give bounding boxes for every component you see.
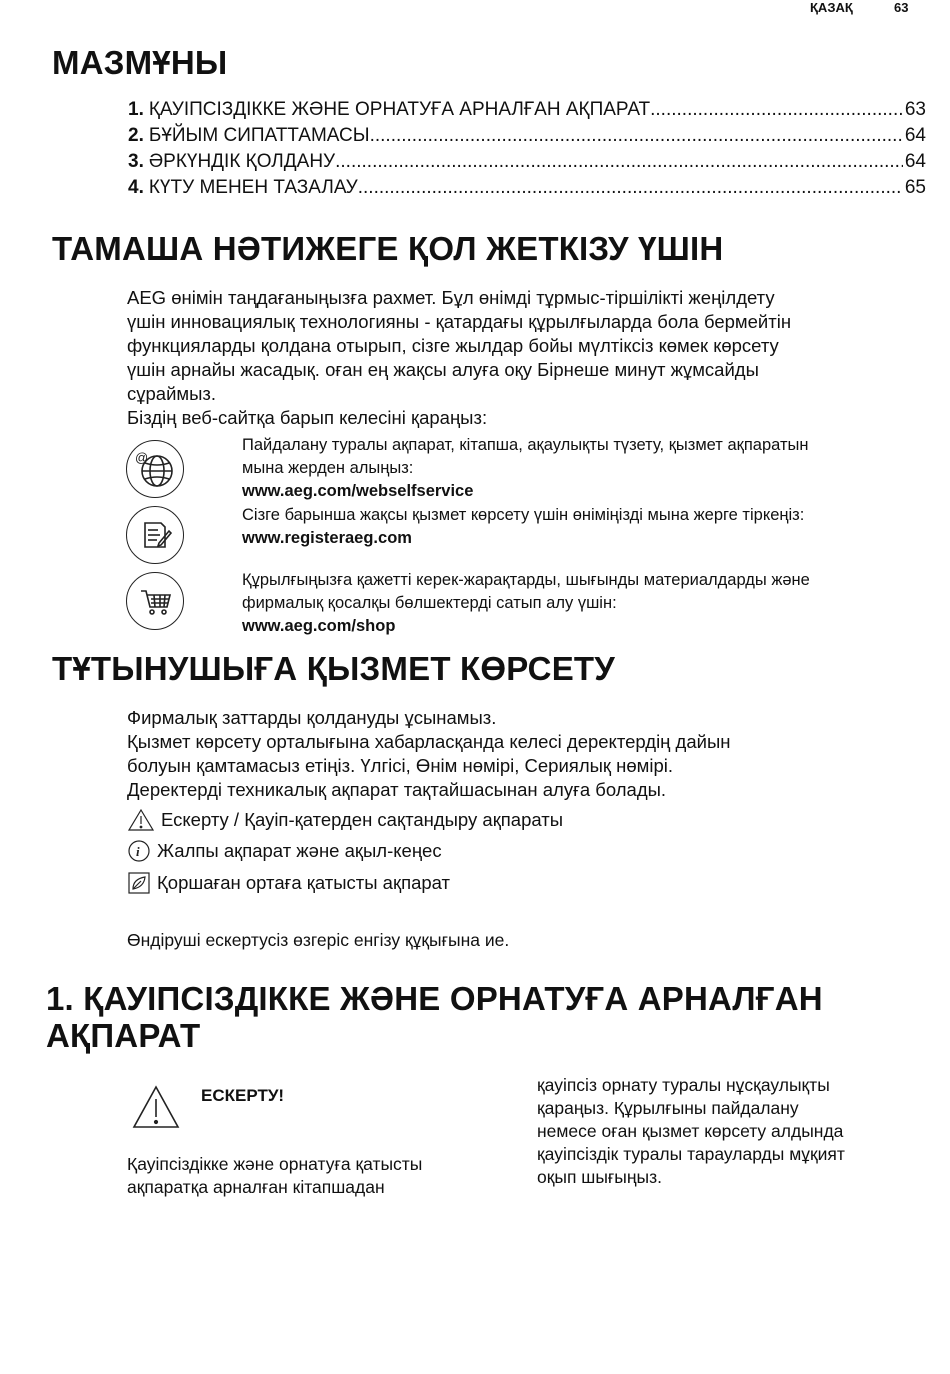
visit-text: Біздің веб-сайтқа барып келесіні қараңыз: [127,407,488,428]
toc-leader-dots [358,177,903,199]
intro-line: үшін арнайы жасадық. оған ең жақсы алуға оқу Бірнеше минут жұмсайды [127,359,759,380]
section1-title-line: 1. ҚАУІПСІЗДІККЕ ЖӘНЕ ОРНАТУҒА АРНАЛҒАН [46,980,823,1017]
disclaimer: Өндіруші ескертусіз өзгеріс енгізу құқығына ие. [127,930,510,950]
webselfservice-link[interactable]: www.aeg.com/webselfservice [242,482,474,500]
toc-item[interactable] [128,177,926,199]
toc-item-page: 65 [904,177,926,198]
toc-item-label: ҚАУІПСІЗДІККЕ ЖӘНЕ ОРНАТУҒА АРНАЛҒАН АҚПАРАТ [148,99,651,120]
section1-right-line: немесе оған қызмет көрсету алдында [537,1121,844,1141]
section1-left-text [127,1153,517,1199]
intro-line: функцияларды қолдана отырып, сізге жылдар бойы мүлтіксіз көмек көрсету [127,335,779,356]
intro-paragraph [127,286,927,430]
toc-item-number: 3. [128,151,144,172]
register-block [242,504,932,550]
shop-block [242,569,932,638]
toc-item-page: 64 [904,151,926,172]
link-description: Сізге барынша жақсы қызмет көрсету үшін өніміңізді мына жерге тіркеңіз: [242,506,805,524]
section1-title-line: АҚПАРАТ [46,1017,201,1054]
toc-leader-dots [335,151,903,173]
section1-right-line: оқып шығыңыз. [537,1167,663,1187]
web-globe-icon [126,440,184,498]
toc-item-label: КҮТУ МЕНЕН ТАЗАЛАУ [148,177,358,198]
register-document-icon [126,506,184,564]
header-language: ҚАЗАҚ [810,0,853,15]
customer-service-title: ТҰТЫНУШЫҒА ҚЫЗМЕТ КӨРСЕТУ [52,650,615,687]
service-line: Деректерді техникалық ақпарат тақтайшасынан алуға болады. [127,779,667,800]
intro-line: AEG өнімін таңдағаныңызға рахмет. Бұл өнімді тұрмыс-тіршілікті жеңілдету [127,287,775,308]
legend-text: Жалпы ақпарат және ақыл-кеңес [157,840,442,861]
header-page-number: 63 [894,0,909,15]
toc-item-label: БҰЙЫМ СИПАТТАМАСЫ [148,125,370,146]
link-description: Пайдалану туралы ақпарат, кітапша, ақаулықты түзету, қызмет ақпаратын [242,436,809,454]
toc-title: МАЗМҰНЫ [52,44,228,81]
toc-leader-dots [650,99,903,121]
link-description: фирмалық қосалқы бөлшектерді сатып алу үшін: [242,594,617,612]
webselfservice-block [242,434,932,503]
toc-item-label: ӘРКҮНДІК ҚОЛДАНУ [148,151,336,172]
shop-link[interactable]: www.aeg.com/shop [242,617,396,635]
link-description: Құрылғыңызға қажетті керек-жарақтарды, шығынды материалдарды және [242,571,810,589]
service-line: Фирмалық заттарды қолдануды ұсынамыз. [127,707,497,728]
section1-right-line: қауіпсіздік туралы тарауларды мұқият [537,1144,845,1164]
toc-item-number: 1. [128,99,144,120]
toc-item[interactable] [128,125,926,147]
legend-text: Ескерту / Қауіп-қатерден сақтандыру ақпараты [161,809,564,830]
best-results-title: ТАМАША НӘТИЖЕГЕ ҚОЛ ЖЕТКІЗУ ҮШІН [52,230,724,267]
section1-left-line: ақпаратқа арналған кітапшадан [127,1177,385,1197]
service-line: болуын қамтамасыз етіңіз. Үлгісі, Өнім нөмірі, Сериялық нөмірі. [127,755,674,776]
legend-environment [127,870,450,896]
intro-line: үшін инновациялық технологияны - қатардағы құрылғыларда бола бермейтін [127,311,792,332]
legend-text: Қоршаған ортаға қатысты ақпарат [157,872,451,893]
service-line: Қызмет көрсету орталығына хабарласқанда келесі деректердің дайын [127,731,731,752]
shopping-cart-icon [126,572,184,630]
intro-line: сұраймыз. [127,383,217,404]
legend-warning [127,807,563,833]
svg-text:i: i [136,844,140,859]
info-icon [127,839,151,863]
section1-right-line: қараңыз. Құрылғыны пайдалану [537,1098,799,1118]
legend-info [127,838,442,864]
svg-text:@: @ [135,450,149,465]
warning-label: ЕСКЕРТУ! [201,1086,285,1105]
toc-item-page: 64 [904,125,926,146]
toc-item[interactable] [128,151,926,173]
section1-right-line: қауіпсіз орнату туралы нұсқаулықты [537,1075,830,1095]
toc-item-number: 4. [128,177,144,198]
section1-title [46,980,823,1054]
environment-leaf-icon [127,871,151,895]
warning-triangle-icon [131,1084,181,1130]
toc-leader-dots [370,125,903,147]
link-description: мына жерден алыңыз: [242,459,414,477]
toc-item[interactable] [128,99,926,121]
section1-left-line: Қауіпсіздікке және орнатуға қатысты [127,1154,423,1174]
customer-service-paragraph [127,706,927,802]
toc-item-number: 2. [128,125,144,146]
register-link[interactable]: www.registeraeg.com [242,529,412,547]
toc-item-page: 63 [904,99,926,120]
section1-right-text [537,1074,937,1189]
warning-triangle-icon [127,808,155,832]
